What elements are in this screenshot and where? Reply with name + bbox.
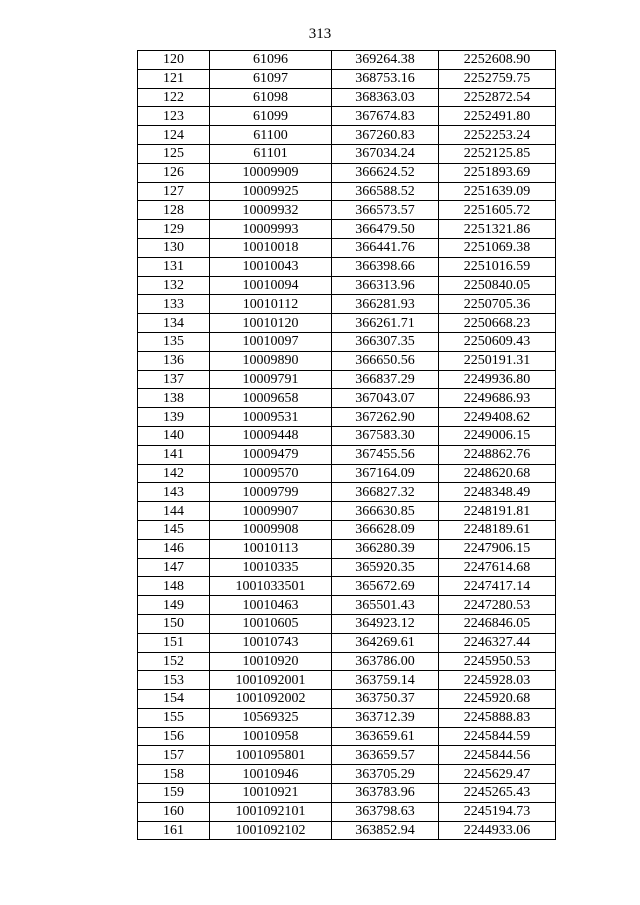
x-coordinate-cell: 364269.61 [332, 633, 439, 652]
point-number-cell: 134 [138, 314, 210, 333]
y-coordinate-cell: 2248620.68 [439, 464, 556, 483]
point-number-cell: 140 [138, 426, 210, 445]
y-coordinate-cell: 2248862.76 [439, 445, 556, 464]
y-coordinate-cell: 2252253.24 [439, 126, 556, 145]
point-id-cell: 1001033501 [210, 577, 332, 596]
x-coordinate-cell: 366280.39 [332, 539, 439, 558]
table-row [138, 107, 556, 126]
y-coordinate-cell: 2245844.59 [439, 727, 556, 746]
point-id-cell: 10009890 [210, 351, 332, 370]
point-id-cell: 10009925 [210, 182, 332, 201]
y-coordinate-cell: 2250705.36 [439, 295, 556, 314]
table-row [138, 238, 556, 257]
x-coordinate-cell: 366313.96 [332, 276, 439, 295]
x-coordinate-cell: 369264.38 [332, 51, 439, 70]
point-number-cell: 130 [138, 238, 210, 257]
y-coordinate-cell: 2245928.03 [439, 671, 556, 690]
point-number-cell: 147 [138, 558, 210, 577]
y-coordinate-cell: 2247280.53 [439, 596, 556, 615]
x-coordinate-cell: 366650.56 [332, 351, 439, 370]
point-id-cell: 10009570 [210, 464, 332, 483]
table-row [138, 88, 556, 107]
point-id-cell: 10009908 [210, 520, 332, 539]
point-id-cell: 1001092001 [210, 671, 332, 690]
x-coordinate-cell: 366573.57 [332, 201, 439, 220]
point-id-cell: 10010920 [210, 652, 332, 671]
point-number-cell: 123 [138, 107, 210, 126]
x-coordinate-cell: 363786.00 [332, 652, 439, 671]
table-row [138, 257, 556, 276]
table-row [138, 577, 556, 596]
x-coordinate-cell: 366479.50 [332, 220, 439, 239]
table-row [138, 558, 556, 577]
point-id-cell: 61099 [210, 107, 332, 126]
point-id-cell: 10009658 [210, 389, 332, 408]
table-row [138, 483, 556, 502]
table-row [138, 51, 556, 70]
coordinates-table-body [138, 51, 556, 840]
table-row [138, 746, 556, 765]
point-id-cell: 10010120 [210, 314, 332, 333]
point-number-cell: 138 [138, 389, 210, 408]
y-coordinate-cell: 2251639.09 [439, 182, 556, 201]
point-number-cell: 136 [138, 351, 210, 370]
table-row [138, 69, 556, 88]
x-coordinate-cell: 367674.83 [332, 107, 439, 126]
point-number-cell: 158 [138, 765, 210, 784]
x-coordinate-cell: 367583.30 [332, 426, 439, 445]
x-coordinate-cell: 364923.12 [332, 614, 439, 633]
point-id-cell: 10009479 [210, 445, 332, 464]
x-coordinate-cell: 363659.57 [332, 746, 439, 765]
table-row [138, 332, 556, 351]
point-id-cell: 10010112 [210, 295, 332, 314]
point-number-cell: 149 [138, 596, 210, 615]
point-number-cell: 150 [138, 614, 210, 633]
point-number-cell: 131 [138, 257, 210, 276]
table-row [138, 520, 556, 539]
point-id-cell: 61100 [210, 126, 332, 145]
x-coordinate-cell: 363705.29 [332, 765, 439, 784]
table-row [138, 126, 556, 145]
point-id-cell: 10010097 [210, 332, 332, 351]
table-row [138, 351, 556, 370]
table-row [138, 408, 556, 427]
point-number-cell: 133 [138, 295, 210, 314]
y-coordinate-cell: 2248191.81 [439, 502, 556, 521]
y-coordinate-cell: 2250840.05 [439, 276, 556, 295]
y-coordinate-cell: 2249686.93 [439, 389, 556, 408]
point-number-cell: 120 [138, 51, 210, 70]
y-coordinate-cell: 2245265.43 [439, 784, 556, 803]
point-id-cell: 10009909 [210, 163, 332, 182]
y-coordinate-cell: 2245950.53 [439, 652, 556, 671]
x-coordinate-cell: 366837.29 [332, 370, 439, 389]
y-coordinate-cell: 2245194.73 [439, 802, 556, 821]
y-coordinate-cell: 2250609.43 [439, 332, 556, 351]
table-row [138, 502, 556, 521]
point-id-cell: 10009531 [210, 408, 332, 427]
y-coordinate-cell: 2245844.56 [439, 746, 556, 765]
x-coordinate-cell: 363783.96 [332, 784, 439, 803]
x-coordinate-cell: 367034.24 [332, 144, 439, 163]
table-row [138, 445, 556, 464]
y-coordinate-cell: 2247417.14 [439, 577, 556, 596]
point-id-cell: 10010605 [210, 614, 332, 633]
point-number-cell: 152 [138, 652, 210, 671]
x-coordinate-cell: 366630.85 [332, 502, 439, 521]
x-coordinate-cell: 366624.52 [332, 163, 439, 182]
x-coordinate-cell: 368363.03 [332, 88, 439, 107]
table-row [138, 144, 556, 163]
table-row [138, 220, 556, 239]
point-id-cell: 1001092102 [210, 821, 332, 840]
point-id-cell: 1001092101 [210, 802, 332, 821]
table-row [138, 652, 556, 671]
y-coordinate-cell: 2249408.62 [439, 408, 556, 427]
point-number-cell: 139 [138, 408, 210, 427]
x-coordinate-cell: 367043.07 [332, 389, 439, 408]
x-coordinate-cell: 366441.76 [332, 238, 439, 257]
table-row [138, 276, 556, 295]
table-row [138, 163, 556, 182]
point-number-cell: 122 [138, 88, 210, 107]
point-id-cell: 61101 [210, 144, 332, 163]
point-number-cell: 143 [138, 483, 210, 502]
page-number: 313 [308, 26, 332, 42]
point-id-cell: 10009907 [210, 502, 332, 521]
x-coordinate-cell: 366281.93 [332, 295, 439, 314]
x-coordinate-cell: 368753.16 [332, 69, 439, 88]
y-coordinate-cell: 2245888.83 [439, 708, 556, 727]
y-coordinate-cell: 2250668.23 [439, 314, 556, 333]
y-coordinate-cell: 2245629.47 [439, 765, 556, 784]
point-id-cell: 10010018 [210, 238, 332, 257]
table-row [138, 633, 556, 652]
x-coordinate-cell: 366398.66 [332, 257, 439, 276]
point-id-cell: 61097 [210, 69, 332, 88]
point-id-cell: 10009993 [210, 220, 332, 239]
point-number-cell: 129 [138, 220, 210, 239]
table-row [138, 539, 556, 558]
point-number-cell: 161 [138, 821, 210, 840]
table-row [138, 690, 556, 709]
point-id-cell: 10010094 [210, 276, 332, 295]
table-row [138, 821, 556, 840]
point-id-cell: 1001095801 [210, 746, 332, 765]
x-coordinate-cell: 363852.94 [332, 821, 439, 840]
point-number-cell: 126 [138, 163, 210, 182]
x-coordinate-cell: 363759.14 [332, 671, 439, 690]
table-row [138, 295, 556, 314]
point-id-cell: 10569325 [210, 708, 332, 727]
point-id-cell: 10009791 [210, 370, 332, 389]
y-coordinate-cell: 2247614.68 [439, 558, 556, 577]
point-number-cell: 157 [138, 746, 210, 765]
table-row [138, 201, 556, 220]
x-coordinate-cell: 365672.69 [332, 577, 439, 596]
point-number-cell: 121 [138, 69, 210, 88]
x-coordinate-cell: 366588.52 [332, 182, 439, 201]
point-number-cell: 160 [138, 802, 210, 821]
x-coordinate-cell: 365501.43 [332, 596, 439, 615]
point-number-cell: 132 [138, 276, 210, 295]
y-coordinate-cell: 2246327.44 [439, 633, 556, 652]
point-id-cell: 10010463 [210, 596, 332, 615]
point-id-cell: 10010043 [210, 257, 332, 276]
point-number-cell: 151 [138, 633, 210, 652]
point-number-cell: 125 [138, 144, 210, 163]
y-coordinate-cell: 2245920.68 [439, 690, 556, 709]
point-number-cell: 128 [138, 201, 210, 220]
x-coordinate-cell: 367164.09 [332, 464, 439, 483]
table-row [138, 370, 556, 389]
point-number-cell: 135 [138, 332, 210, 351]
point-id-cell: 10010921 [210, 784, 332, 803]
x-coordinate-cell: 363712.39 [332, 708, 439, 727]
table-row [138, 596, 556, 615]
point-id-cell: 10010946 [210, 765, 332, 784]
x-coordinate-cell: 363659.61 [332, 727, 439, 746]
x-coordinate-cell: 363750.37 [332, 690, 439, 709]
point-id-cell: 10010335 [210, 558, 332, 577]
table-row [138, 784, 556, 803]
table-row [138, 314, 556, 333]
point-number-cell: 146 [138, 539, 210, 558]
table-row [138, 426, 556, 445]
y-coordinate-cell: 2246846.05 [439, 614, 556, 633]
point-number-cell: 145 [138, 520, 210, 539]
coordinates-table [137, 50, 556, 840]
point-id-cell: 10010113 [210, 539, 332, 558]
table-row [138, 182, 556, 201]
point-number-cell: 144 [138, 502, 210, 521]
table-row [138, 802, 556, 821]
point-number-cell: 154 [138, 690, 210, 709]
y-coordinate-cell: 2252125.85 [439, 144, 556, 163]
point-id-cell: 1001092002 [210, 690, 332, 709]
point-number-cell: 142 [138, 464, 210, 483]
table-row [138, 614, 556, 633]
point-number-cell: 141 [138, 445, 210, 464]
point-number-cell: 156 [138, 727, 210, 746]
table-row [138, 765, 556, 784]
point-number-cell: 159 [138, 784, 210, 803]
point-number-cell: 127 [138, 182, 210, 201]
point-number-cell: 155 [138, 708, 210, 727]
table-row [138, 389, 556, 408]
point-id-cell: 10009932 [210, 201, 332, 220]
point-number-cell: 148 [138, 577, 210, 596]
y-coordinate-cell: 2251893.69 [439, 163, 556, 182]
point-id-cell: 61096 [210, 51, 332, 70]
x-coordinate-cell: 366827.32 [332, 483, 439, 502]
y-coordinate-cell: 2251605.72 [439, 201, 556, 220]
y-coordinate-cell: 2251016.59 [439, 257, 556, 276]
y-coordinate-cell: 2244933.06 [439, 821, 556, 840]
point-number-cell: 124 [138, 126, 210, 145]
y-coordinate-cell: 2251321.86 [439, 220, 556, 239]
x-coordinate-cell: 366307.35 [332, 332, 439, 351]
y-coordinate-cell: 2249936.80 [439, 370, 556, 389]
y-coordinate-cell: 2249006.15 [439, 426, 556, 445]
point-id-cell: 10010743 [210, 633, 332, 652]
table-row [138, 708, 556, 727]
y-coordinate-cell: 2252759.75 [439, 69, 556, 88]
y-coordinate-cell: 2252491.80 [439, 107, 556, 126]
y-coordinate-cell: 2250191.31 [439, 351, 556, 370]
x-coordinate-cell: 367262.90 [332, 408, 439, 427]
y-coordinate-cell: 2251069.38 [439, 238, 556, 257]
point-number-cell: 137 [138, 370, 210, 389]
y-coordinate-cell: 2252872.54 [439, 88, 556, 107]
x-coordinate-cell: 366261.71 [332, 314, 439, 333]
point-number-cell: 153 [138, 671, 210, 690]
x-coordinate-cell: 367455.56 [332, 445, 439, 464]
table-row [138, 671, 556, 690]
x-coordinate-cell: 363798.63 [332, 802, 439, 821]
y-coordinate-cell: 2248348.49 [439, 483, 556, 502]
y-coordinate-cell: 2252608.90 [439, 51, 556, 70]
x-coordinate-cell: 366628.09 [332, 520, 439, 539]
point-id-cell: 61098 [210, 88, 332, 107]
y-coordinate-cell: 2247906.15 [439, 539, 556, 558]
x-coordinate-cell: 365920.35 [332, 558, 439, 577]
x-coordinate-cell: 367260.83 [332, 126, 439, 145]
y-coordinate-cell: 2248189.61 [439, 520, 556, 539]
table-row [138, 727, 556, 746]
point-id-cell: 10009799 [210, 483, 332, 502]
point-id-cell: 10010958 [210, 727, 332, 746]
point-id-cell: 10009448 [210, 426, 332, 445]
table-row [138, 464, 556, 483]
